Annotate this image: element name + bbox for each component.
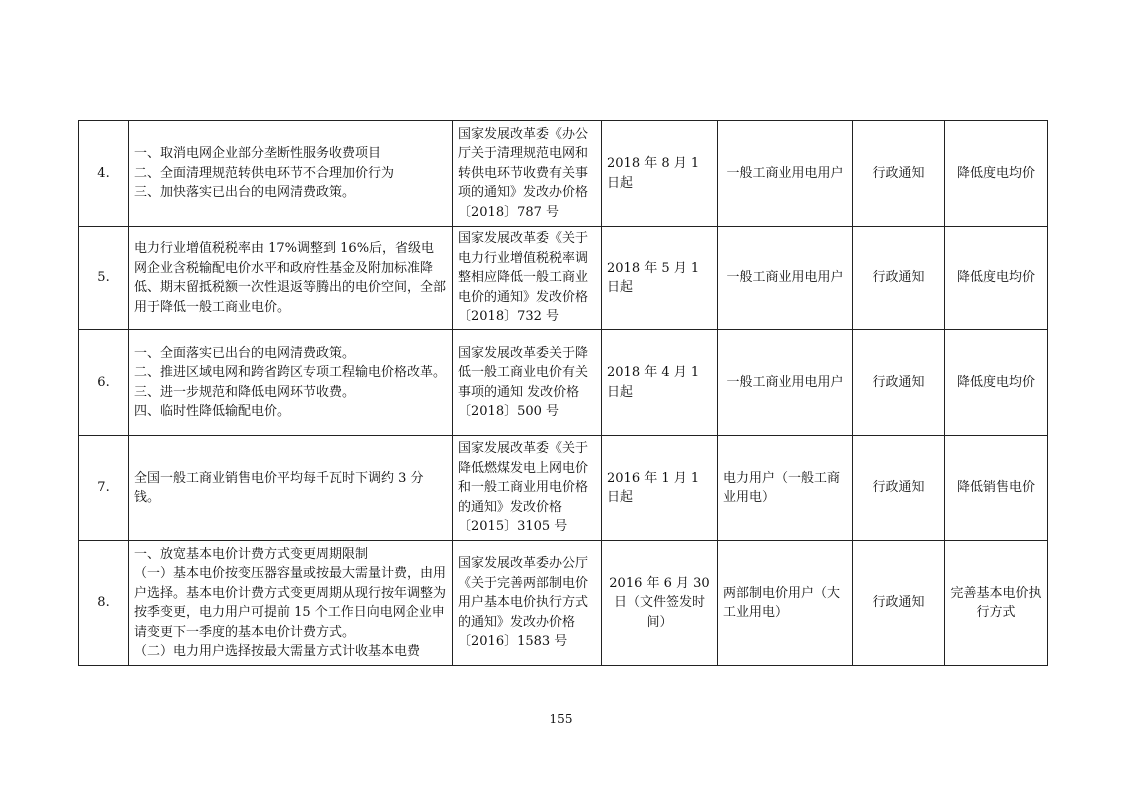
- implementation-method: 行政通知: [853, 330, 945, 436]
- policy-description: [129, 436, 453, 541]
- description-line: 二、全面清理规范转供电环节不合理加价行为: [134, 165, 395, 181]
- policy-purpose: 降低销售电价: [945, 436, 1048, 541]
- effective-date: 2018 年 5 月 1 日起: [602, 227, 718, 330]
- implementation-method: 行政通知: [853, 121, 945, 227]
- effective-date: 2018 年 8 月 1 日起: [602, 121, 718, 227]
- description-line: 一、取消电网企业部分垄断性服务收费项目: [134, 146, 382, 162]
- implementation-method: 行政通知: [853, 541, 945, 666]
- target-users: 一般工商业用电用户: [718, 121, 853, 227]
- description-line: 电力行业增值税税率由 17%调整到 16%后，省级电网企业含税输配电价水平和政府性基金及附加标准降低、期末留抵税额一次性退返等腾出的电价空间，全部用于降低一般工商业电价。: [134, 241, 447, 315]
- description-line: 四、临时性降低输配电价。: [134, 404, 291, 419]
- row-number: 4.: [79, 121, 129, 227]
- description-line: 三、进一步规范和降低电网环节收费。: [134, 384, 356, 400]
- description-line: 三、加快落实已出台的电网清费政策。: [134, 185, 356, 201]
- target-users: 一般工商业用电用户: [718, 227, 853, 330]
- policy-purpose: 降低度电均价: [945, 121, 1048, 227]
- description-line: 一、全面落实已出台的电网清费政策。: [134, 345, 356, 361]
- row-number: 5.: [79, 227, 129, 330]
- description-line: 二、推进区域电网和跨省跨区专项工程输电价格改革。: [134, 365, 447, 380]
- target-users: 两部制电价用户（大工业用电）: [718, 541, 853, 666]
- effective-date: 2016 年 6 月 30 日（文件签发时间）: [602, 541, 718, 666]
- row-number: 7.: [79, 436, 129, 541]
- policy-document: 国家发展改革委《关于降低燃煤发电上网电价和一般工商业用电价格的通知》发改价格〔2015〕3105 号: [453, 436, 602, 541]
- description-line: （一）基本电价按变压器容量或按最大需量计费，由用户选择。基本电价计费方式变更周期从现行按年调整为按季变更，电力用户可提前 15 个工作日向电网企业申请变更下一季度的基本电价计费方式。: [134, 566, 447, 640]
- table-row: [79, 121, 1048, 227]
- table-row: [79, 436, 1048, 541]
- policy-document: 国家发展改革委办公厅《关于完善两部制电价用户基本电价执行方式的通知》发改办价格〔2016〕1583 号: [453, 541, 602, 666]
- policy-description: [129, 121, 453, 227]
- policy-description: [129, 330, 453, 436]
- policy-description: [129, 541, 453, 666]
- implementation-method: 行政通知: [853, 436, 945, 541]
- policy-document: 国家发展改革委《关于电力行业增值税税率调整相应降低一般工商业电价的通知》发改价格〔2018〕732 号: [453, 227, 602, 330]
- target-users: 一般工商业用电用户: [718, 330, 853, 436]
- target-users: 电力用户（一般工商业用电）: [718, 436, 853, 541]
- row-number: 6.: [79, 330, 129, 436]
- row-number: 8.: [79, 541, 129, 666]
- effective-date: 2016 年 1 月 1 日起: [602, 436, 718, 541]
- description-line: 一、放宽基本电价计费方式变更周期限制: [134, 546, 369, 562]
- description-line: （二）电力用户选择按最大需量方式计收基本电费: [134, 644, 421, 659]
- policy-purpose: 降低度电均价: [945, 227, 1048, 330]
- policy-description: [129, 227, 453, 330]
- policy-purpose: 降低度电均价: [945, 330, 1048, 436]
- table-row: [79, 227, 1048, 330]
- implementation-method: 行政通知: [853, 227, 945, 330]
- policy-purpose: 完善基本电价执行方式: [945, 541, 1048, 666]
- policy-table: [78, 120, 1048, 666]
- effective-date: 2018 年 4 月 1 日起: [602, 330, 718, 436]
- policy-document: 国家发展改革委关于降低一般工商业电价有关事项的通知 发改价格〔2018〕500 号: [453, 330, 602, 436]
- description-line: 全国一般工商业销售电价平均每千瓦时下调约 3 分钱。: [134, 470, 424, 505]
- page-number: 155: [549, 712, 573, 726]
- table-row: [79, 330, 1048, 436]
- table-row: [79, 541, 1048, 666]
- policy-document: 国家发展改革委《办公厅关于清理规范电网和转供电环节收费有关事项的通知》发改办价格〔2018〕787 号: [453, 121, 602, 227]
